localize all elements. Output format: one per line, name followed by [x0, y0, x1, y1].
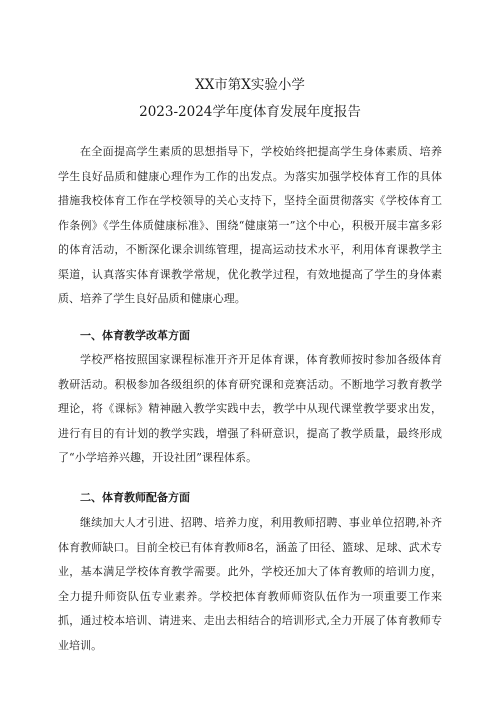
section-paragraph-teacher-staffing: 继续加大人才引进、招聘、培养力度，利用教师招聘、事业单位招聘,补齐体育教师缺口。目前全校已有体育教师8名，涵盖了田径、篮球、足球、武术专业，基本满足学校体育教学需要。此外，学校还加大了体育教师的培训力度，全力提升师资队伍专业素养。学校把体育教师师资队伍作为一项重要工作来抓，通过校本培训、请进来、走出去相结合的培训形式,全力开展了体育教师专业培训。 — [58, 516, 442, 652]
intro-paragraph: 在全面提高学生素质的思想指导下，学校始终把提高学生身体素质、培养学生良好品质和健康心理作为工作的出发点。为落实加强学校体育工作的具体措施我校体育工作在学校领导的关心支持下，坚持全面贯彻落实《学校体育工作条例》《学生体质健康标准》、围绕“健康第一”这个中心，积极开展丰富多彩的体育活动，不断深化课余训练管理，提高运动技术水平，利用体育课教学主渠道，认真落实体育课教学常规，优化教学过程，有效地提高了学生的身体素质、培养了学生良好品质和健康心理。 — [58, 145, 442, 305]
section-heading-teaching-reform: 一、体育教学改革方面 — [80, 329, 190, 342]
document-title-school: XX市第X实验小学 — [195, 77, 305, 93]
section-heading-teacher-staffing: 二、体育教师配备方面 — [80, 491, 190, 504]
section-paragraph-teaching-reform: 学校严格按照国家课程标准开齐开足体育课，体育教师按时参加各级体育教研活动。积极参加各级组织的体育研究课和竞赛活动。不断地学习教育教学理论，将《课标》精神融入教学实践中去，教学中从现代课堂教学要求出发，进行有目的有计划的教学实践，增强了科研意识，提高了教学质量，最终形成了“小学培养兴趣，开设社团”课程体系。 — [58, 353, 442, 464]
document-title-report: 2023-2024学年度体育发展年度报告 — [139, 104, 361, 120]
